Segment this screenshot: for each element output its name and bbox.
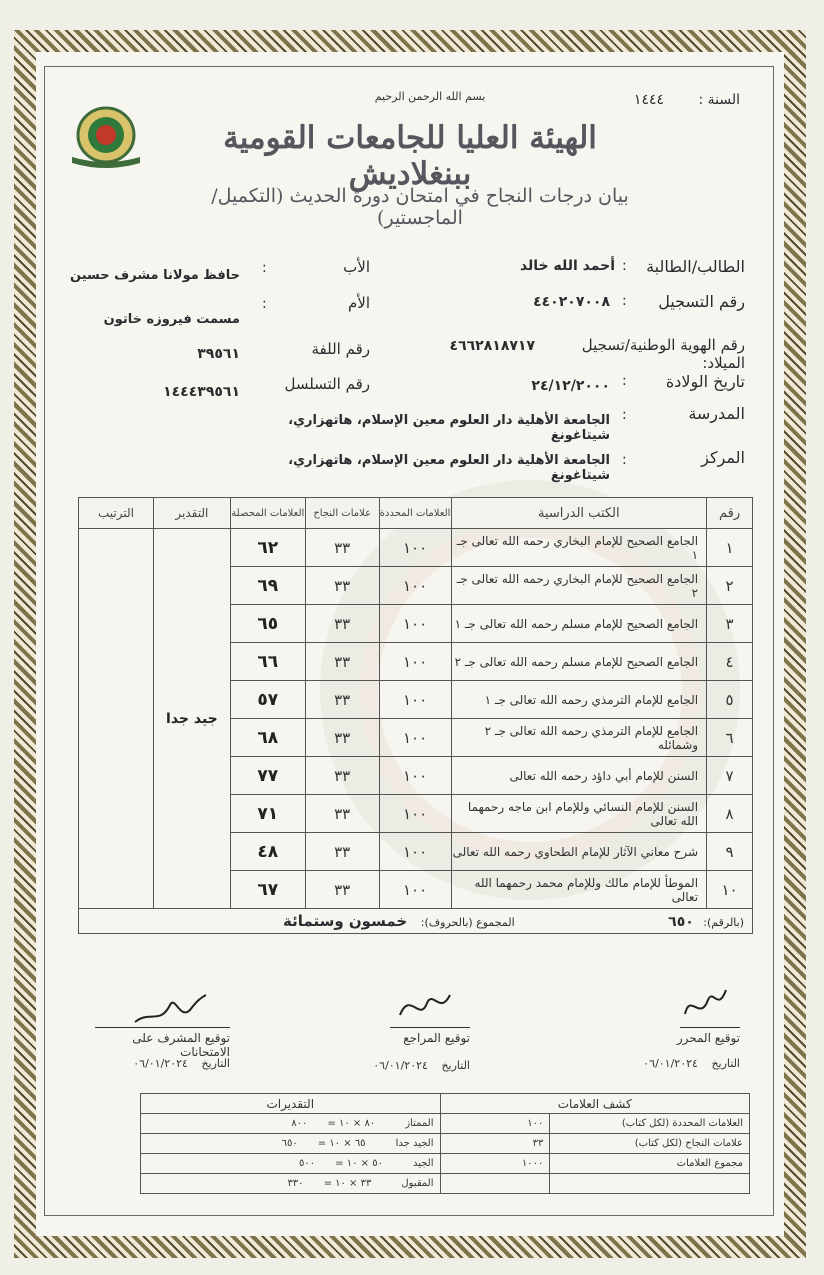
- row-subject: الجامع الصحيح للإمام مسلم رحمه الله تعالى جـ ٢: [451, 643, 707, 681]
- grade-rule-value: ٦٥٠: [281, 1138, 298, 1149]
- header-no: رقم: [707, 498, 753, 529]
- school-value: الجامعة الأهلية دار العلوم معين الإسلام، هاتهزاري، شيتاغونغ: [288, 413, 610, 443]
- row-pass-marks: ٣٣: [305, 681, 379, 719]
- registration-label: رقم التسجيل: [658, 292, 745, 311]
- row-full-marks: ١٠٠: [379, 757, 451, 795]
- grade-rule-label: الجيد: [412, 1158, 434, 1169]
- marks-value: ١٠٠: [440, 1114, 550, 1134]
- colon: :: [622, 373, 627, 389]
- rank-cell: [79, 529, 154, 909]
- row-pass-marks: ٣٣: [305, 833, 379, 871]
- roll-label: رقم اللفة: [311, 340, 370, 358]
- national-id-value: ٤٦٦٢٨١٨٧١٧: [449, 338, 535, 354]
- grade-rule-value: ٣٣٠: [287, 1178, 304, 1189]
- grade-rule-label: الممتاز: [405, 1118, 434, 1129]
- row-no: ٨: [707, 795, 753, 833]
- row-full-marks: ١٠٠: [379, 605, 451, 643]
- row-obtained: ٧٧: [230, 757, 305, 795]
- header-pass-marks: علامات النجاح: [305, 498, 379, 529]
- row-pass-marks: ٣٣: [305, 643, 379, 681]
- reviewer-signature: [395, 985, 455, 1025]
- summary-row: [141, 1134, 750, 1154]
- grade-rule: [141, 1114, 441, 1134]
- row-subject: شرح معاني الآثار للإمام الطحاوي رحمه الله تعالى: [451, 833, 707, 871]
- table-header-row: [79, 498, 753, 529]
- summary-header-row: [141, 1094, 750, 1114]
- row-pass-marks: ٣٣: [305, 795, 379, 833]
- row-pass-marks: ٣٣: [305, 719, 379, 757]
- year-field: [600, 92, 740, 108]
- marks-value: [440, 1174, 550, 1194]
- total-words-label: المجموع (بالحروف):: [420, 916, 515, 929]
- colon: :: [622, 293, 627, 309]
- date-label: التاريخ: [441, 1059, 470, 1072]
- row-obtained: ٦٧: [230, 871, 305, 909]
- total-row: [79, 909, 753, 934]
- roll-value: ٣٩٥٦١: [197, 346, 240, 362]
- marks-title: كشف العلامات: [440, 1094, 750, 1114]
- row-subject: الجامع الصحيح للإمام مسلم رحمه الله تعالى جـ ١: [451, 605, 707, 643]
- row-subject: السنن للإمام أبي داؤد رحمه الله تعالى: [451, 757, 707, 795]
- row-obtained: ٧١: [230, 795, 305, 833]
- row-no: ٣: [707, 605, 753, 643]
- year-value: ١٤٤٤: [633, 92, 664, 108]
- date-value: ٠٦/٠١/٢٠٢٤: [643, 1057, 698, 1070]
- row-no: ٦: [707, 719, 753, 757]
- grade-rule-formula: ٣٣ × ١٠ =: [323, 1178, 372, 1189]
- header-books: الكتب الدراسية: [451, 498, 707, 529]
- row-obtained: ٤٨: [230, 833, 305, 871]
- reviewer-signature-line: [390, 1027, 470, 1028]
- row-no: ٥: [707, 681, 753, 719]
- student-name-value: أحمد الله خالد: [519, 258, 615, 274]
- grades-table: [78, 497, 753, 934]
- mother-label: الأم: [347, 294, 370, 312]
- supervisor-signature: [130, 990, 210, 1030]
- row-obtained: ٥٧: [230, 681, 305, 719]
- total-digits-label: (بالرقم):: [703, 916, 744, 929]
- institution-title: الهيئة العليا للجامعات القومية ببنغلاديش: [223, 120, 597, 192]
- father-value: حافظ مولانا مشرف حسين: [70, 268, 240, 283]
- date-value: ٠٦/٠١/٢٠٢٤: [133, 1057, 188, 1070]
- grade-rule-formula: ٥٠ × ١٠ =: [335, 1158, 383, 1169]
- marks-label: [550, 1174, 750, 1194]
- date-label: التاريخ: [711, 1057, 740, 1070]
- marks-label: علامات النجاح (لكل كتاب): [550, 1134, 750, 1154]
- row-subject: الجامع للإمام الترمذي رحمه الله تعالى جـ ١: [451, 681, 707, 719]
- marks-value: ١٠٠٠: [440, 1154, 550, 1174]
- school-label: المدرسة: [688, 404, 745, 423]
- bismillah: بسم الله الرحمن الرحيم: [374, 90, 486, 103]
- header-rank: الترتيب: [79, 498, 154, 529]
- row-subject: الجامع للإمام الترمذي رحمه الله تعالى جـ ٢ وشمائله: [451, 719, 707, 757]
- header-full-marks: العلامات المحددة: [379, 498, 451, 529]
- serial-label: رقم التسلسل: [284, 375, 370, 393]
- row-obtained: ٦٩: [230, 567, 305, 605]
- row-subject: الجامع الصحيح للإمام البخاري رحمه الله تعالى جـ ٢: [451, 567, 707, 605]
- row-no: ٤: [707, 643, 753, 681]
- row-full-marks: ١٠٠: [379, 719, 451, 757]
- birth-date-label: تاريخ الولادة: [665, 372, 745, 391]
- grade-cell: جيد جدا: [153, 529, 230, 909]
- editor-signature-line: [680, 1027, 740, 1028]
- document-subtitle: بيان درجات النجاح في امتحان دورة الحديث (التكميل/الماجستير): [211, 185, 629, 229]
- grade-rule: [141, 1174, 441, 1194]
- table-row: [79, 529, 753, 567]
- row-full-marks: ١٠٠: [379, 681, 451, 719]
- supervisor-signature-line: [95, 1027, 230, 1028]
- birth-date-value: ٢٤/١٢/٢٠٠٠: [531, 378, 610, 394]
- colon: :: [262, 296, 267, 312]
- date-label: التاريخ: [201, 1057, 230, 1070]
- colon: :: [622, 407, 627, 423]
- row-full-marks: ١٠٠: [379, 833, 451, 871]
- row-obtained: ٦٦: [230, 643, 305, 681]
- row-subject: الجامع الصحيح للإمام البخاري رحمه الله تعالى جـ ١: [451, 529, 707, 567]
- editor-date: [630, 1057, 740, 1070]
- total-words-value: خمسون وستمائة: [283, 912, 408, 930]
- mother-value: مسمت فيروزه خاتون: [103, 312, 240, 327]
- row-pass-marks: ٣٣: [305, 529, 379, 567]
- grade-rule: [141, 1134, 441, 1154]
- total-cell: [79, 909, 753, 934]
- student-name-label: الطالب/الطالبة: [646, 257, 745, 276]
- national-id-label: رقم الهوية الوطنية/تسجيل الميلاد:: [581, 336, 745, 372]
- editor-signature-label: توقيع المحرر: [676, 1031, 740, 1045]
- summary-table: [140, 1093, 750, 1194]
- grade-rule-value: ٨٠٠: [291, 1118, 308, 1129]
- marks-label: مجموع العلامات: [550, 1154, 750, 1174]
- grade-rule-label: المقبول: [401, 1178, 434, 1189]
- center-value: الجامعة الأهلية دار العلوم معين الإسلام، هاتهزاري، شيتاغونغ: [288, 453, 610, 483]
- editor-signature: [680, 982, 730, 1022]
- total-digits-value: ٦٥٠: [668, 914, 694, 930]
- row-no: ١: [707, 529, 753, 567]
- grade-rule-label: الجيد جدا: [395, 1138, 434, 1149]
- grades-title: التقديرات: [141, 1094, 441, 1114]
- grade-rule: [141, 1154, 441, 1174]
- row-full-marks: ١٠٠: [379, 529, 451, 567]
- summary-row: [141, 1114, 750, 1134]
- row-obtained: ٦٥: [230, 605, 305, 643]
- serial-value: ١٤٤٤٣٩٥٦١: [163, 384, 240, 400]
- father-label: الأب: [343, 258, 370, 276]
- date-value: ٠٦/٠١/٢٠٢٤: [373, 1059, 428, 1072]
- reviewer-date: [360, 1059, 470, 1072]
- row-full-marks: ١٠٠: [379, 871, 451, 909]
- grade-rule-formula: ٦٥ × ١٠ =: [317, 1138, 366, 1149]
- reviewer-signature-label: توقيع المراجع: [403, 1031, 470, 1045]
- row-pass-marks: ٣٣: [305, 605, 379, 643]
- row-pass-marks: ٣٣: [305, 757, 379, 795]
- row-pass-marks: ٣٣: [305, 567, 379, 605]
- row-no: ٢: [707, 567, 753, 605]
- grade-rule-value: ٥٠٠: [299, 1158, 316, 1169]
- header-grade: التقدير: [153, 498, 230, 529]
- supervisor-date: [120, 1057, 230, 1070]
- registration-value: ٤٤٠٢٠٧٠٠٨: [533, 294, 610, 310]
- row-subject: السنن للإمام النسائي وللإمام ابن ماجه رحمهما الله تعالى: [451, 795, 707, 833]
- row-full-marks: ١٠٠: [379, 643, 451, 681]
- summary-row: [141, 1154, 750, 1174]
- row-full-marks: ١٠٠: [379, 567, 451, 605]
- marks-label: العلامات المحددة (لكل كتاب): [550, 1114, 750, 1134]
- grade-rule-formula: ٨٠ × ١٠ =: [327, 1118, 376, 1129]
- row-pass-marks: ٣٣: [305, 871, 379, 909]
- header-obtained: العلامات المحصلة: [230, 498, 305, 529]
- row-no: ٩: [707, 833, 753, 871]
- row-subject: الموطأ للإمام مالك وللإمام محمد رحمهما الله تعالى: [451, 871, 707, 909]
- colon: :: [262, 260, 267, 276]
- marks-value: ٣٣: [440, 1134, 550, 1154]
- center-label: المركز: [701, 448, 745, 467]
- colon: :: [622, 258, 627, 274]
- row-obtained: ٦٢: [230, 529, 305, 567]
- row-no: ٧: [707, 757, 753, 795]
- row-obtained: ٦٨: [230, 719, 305, 757]
- colon: :: [622, 452, 627, 468]
- institution-logo: [70, 105, 142, 173]
- supervisor-signature-label: توقيع المشرف على الامتحانات: [132, 1031, 230, 1059]
- row-no: ١٠: [707, 871, 753, 909]
- summary-row: [141, 1174, 750, 1194]
- row-full-marks: ١٠٠: [379, 795, 451, 833]
- year-label: السنة :: [698, 92, 740, 108]
